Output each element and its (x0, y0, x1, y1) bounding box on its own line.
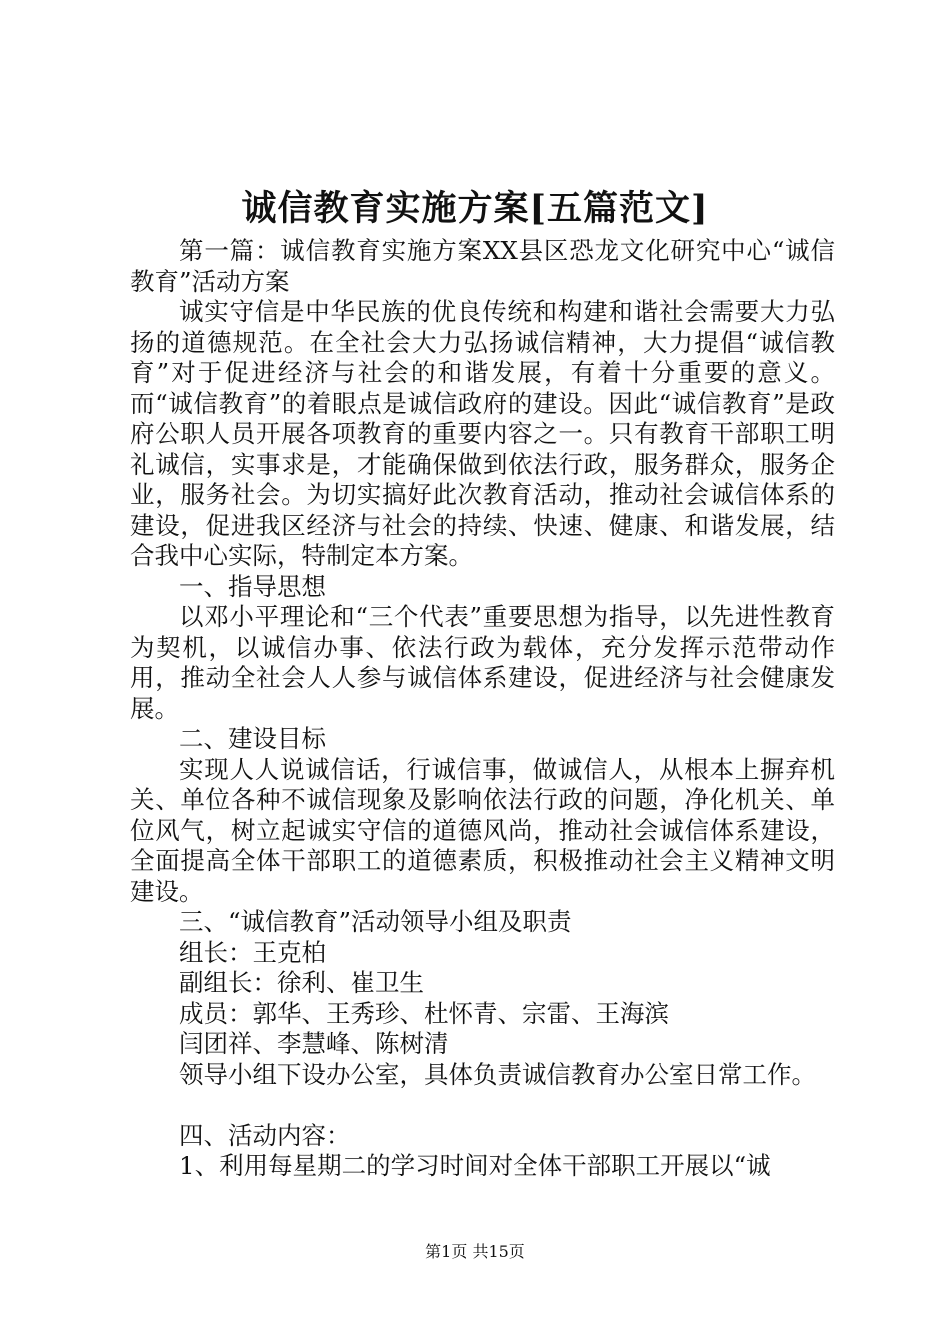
page-footer: 第1页 共15页 (425, 1242, 525, 1261)
section-heading-activities: 四、活动内容： (179, 1120, 351, 1150)
deputy-leader-line: 副组长：徐利、崔卫生 (179, 968, 424, 997)
office-line: 领导小组下设办公室，具体负责诚信教育办公室日常工作。 (179, 1059, 816, 1089)
section-heading-leadership: 三、“诚信教育”活动领导小组及职责 (179, 907, 572, 936)
paragraph-intro: 诚实守信是中华民族的优良传统和构建和谐社会需要大力弘扬的道德规范。在全社会大力弘扬诚信精神，大力提倡“诚信教育”对于促进经济与社会的和谐发展，有着十分重要的意义。而“诚信教育”的着眼点是诚信政府的建设。因此“诚信教育”是政府公职人员开展各项教育的重要内容之一。只有教育干部职工明礼诚信，实事求是，才能确保做到依法行政，服务群众，服务企业，服务社会。为切实搞好此次教育活动，推动社会诚信体系的建设，促进我区经济与社会的持续、快速、健康、和谐发展，结合我中心实际，特制定本方案。 (130, 297, 835, 570)
document-body (130, 236, 835, 1182)
paragraph-guiding-thought: 以邓小平理论和“三个代表”重要思想为指导，以先进性教育为契机，以诚信办事、依法行政为载体，充分发挥示范带动作用，推动全社会人人参与诚信体系建设，促进经济与社会健康发展。 (130, 602, 835, 723)
leader-line: 组长：王克柏 (179, 937, 326, 967)
section-heading-guiding-thought: 一、指导思想 (179, 571, 326, 601)
members-line-continued: 闫团祥、李慧峰、陈树清 (179, 1029, 449, 1058)
document-title: 诚信教育实施方案[五篇范文] (241, 188, 709, 229)
members-line: 成员：郭华、王秀珍、杜怀青、宗雷、王海滨 (179, 998, 669, 1028)
section-heading-goals: 二、建设目标 (179, 724, 326, 753)
activity-item-1: 1、利用每星期二的学习时间对全体干部职工开展以“诚 (179, 1151, 771, 1180)
paragraph-heading-first: 第一篇：诚信教育实施方案XX县区恐龙文化研究中心“诚信教育”活动方案 (130, 236, 835, 296)
blank-line (130, 1090, 835, 1121)
paragraph-goals: 实现人人说诚信话，行诚信事，做诚信人，从根本上摒弃机关、单位各种不诚信现象及影响依法行政的问题，净化机关、单位风气，树立起诚实守信的道德风尚，推动社会诚信体系建设，全面提高全体干部职工的道德素质，积极推动社会主义精神文明建设。 (130, 754, 835, 906)
